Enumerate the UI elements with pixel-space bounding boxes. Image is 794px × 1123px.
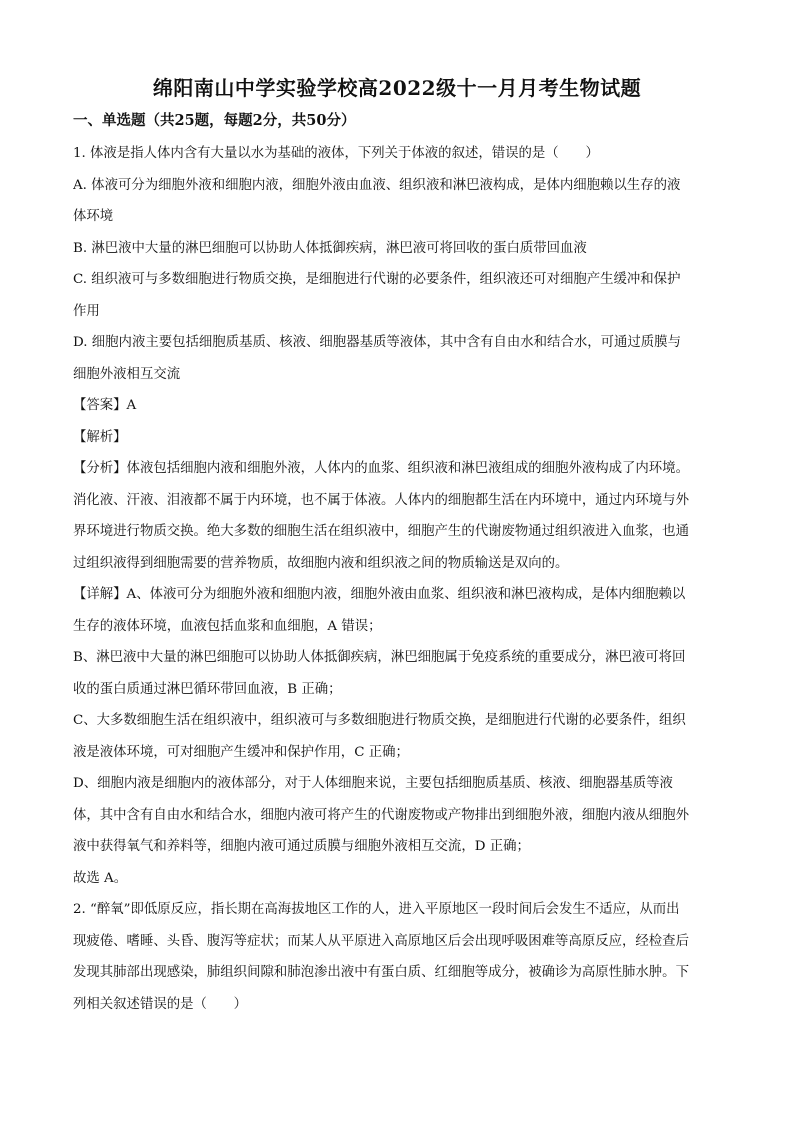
option-c-line-1: C. 组织液可与多数细胞进行物质交换，是细胞进行代谢的必要条件，组织液还可对细胞产生缓冲和保护 [73, 272, 681, 287]
option-d-line-2: 细胞外液相互交流 [73, 366, 181, 382]
page-title: 绵阳南山中学实验学校高2022级十一月月考生物试题 [152, 76, 642, 100]
detail-b-line-2: 收的蛋白质通过淋巴循环带回血液，B 正确； [73, 681, 342, 697]
detail-d-line-2: 体，其中含有自由水和结合水，细胞内液可将产生的代谢废物或产物排出到细胞外液，细胞内液从细胞外 [73, 807, 689, 823]
question-2-line-1: 2. “醉氧”即低原反应，指长期在高海拔地区工作的人，进入平原地区一段时间后会发生不适应，从而出 [73, 902, 680, 917]
detail-d-line-3: 液中获得氧气和养料等，细胞内液可通过质膜与细胞外液相互交流，D 正确； [73, 839, 530, 854]
detail-a-line-1: 【详解】A、体液可分为细胞外液和细胞内液，细胞外液由血浆、组织液和淋巴液构成，是体内细胞赖以 [73, 587, 686, 602]
analysis-line-2: 消化液、汗液、泪液都不属于内环境，也不属于体液。人体内的细胞都生活在内环境中，通过内环境与外 [73, 492, 689, 508]
question-1-stem: 1. 体液是指人体内含有大量以水为基础的液体，下列关于体液的叙述，错误的是（ ） [73, 146, 599, 161]
detail-c-line-2: 液是液体环境，可对细胞产生缓冲和保护作用，C 正确； [73, 744, 409, 760]
question-2-line-3: 发现其肺部出现感染，肺组织间隙和肺泡渗出液中有蛋白质、红细胞等成分，被确诊为高原性肺水肿。下 [73, 965, 689, 980]
question-2-line-2: 现疲倦、嗜睡、头昏、腹泻等症状；而某人从平原进入高原地区后会出现呼吸困难等高原反应，经检查后 [73, 933, 689, 949]
option-c-line-2: 作用 [73, 303, 100, 319]
detail-a-line-2: 生存的液体环境，血液包括血浆和血细胞，A 错误； [73, 618, 382, 634]
analysis-line-3: 界环境进行物质交换。绝大多数的细胞生活在组织液中，细胞产生的代谢废物通过组织液进入血浆，也通 [73, 524, 689, 539]
detail-b-line-1: B、淋巴液中大量的淋巴细胞可以协助人体抵御疾病，淋巴细胞属于免疫系统的重要成分，淋巴液可将回 [73, 650, 686, 665]
explanation-heading: 【解析】 [73, 429, 127, 445]
document-body [73, 138, 721, 1020]
detail-d-line-1: D、细胞内液是细胞内的液体部分，对于人体细胞来说，主要包括细胞质基质、核液、细胞器基质等液 [73, 776, 673, 791]
option-a-line-2: 体环境 [73, 209, 114, 224]
analysis-line-1: 【分析】体液包括细胞内液和细胞外液，人体内的血浆、组织液和淋巴液组成的细胞外液构成了内环境。 [73, 461, 689, 476]
option-b: B. 淋巴液中大量的淋巴细胞可以协助人体抵御疾病，淋巴液可将回收的蛋白质带回血液 [73, 240, 587, 256]
question-2-line-4: 列相关叙述错误的是（ ） [73, 996, 248, 1012]
analysis-line-4: 过组织液得到细胞需要的营养物质，故细胞内液和组织液之间的物质输送是双向的。 [73, 555, 569, 571]
answer-line: 【答案】A [73, 398, 137, 413]
conclusion-line: 故选 A。 [73, 870, 128, 886]
option-d-line-1: D. 细胞内液主要包括细胞质基质、核液、细胞器基质等液体，其中含有自由水和结合水，可通过质膜与 [73, 335, 681, 350]
detail-c-line-1: C、大多数细胞生活在组织液中，组织液可与多数细胞进行物质交换，是细胞进行代谢的必要条件，组织 [73, 713, 686, 728]
section-heading: 一、单选题（共25题，每题2分，共50分） [73, 112, 356, 129]
option-a-line-1: A. 体液可分为细胞外液和细胞内液，细胞外液由血液、组织液和淋巴液构成，是体内细胞赖以生存的液 [73, 177, 681, 193]
